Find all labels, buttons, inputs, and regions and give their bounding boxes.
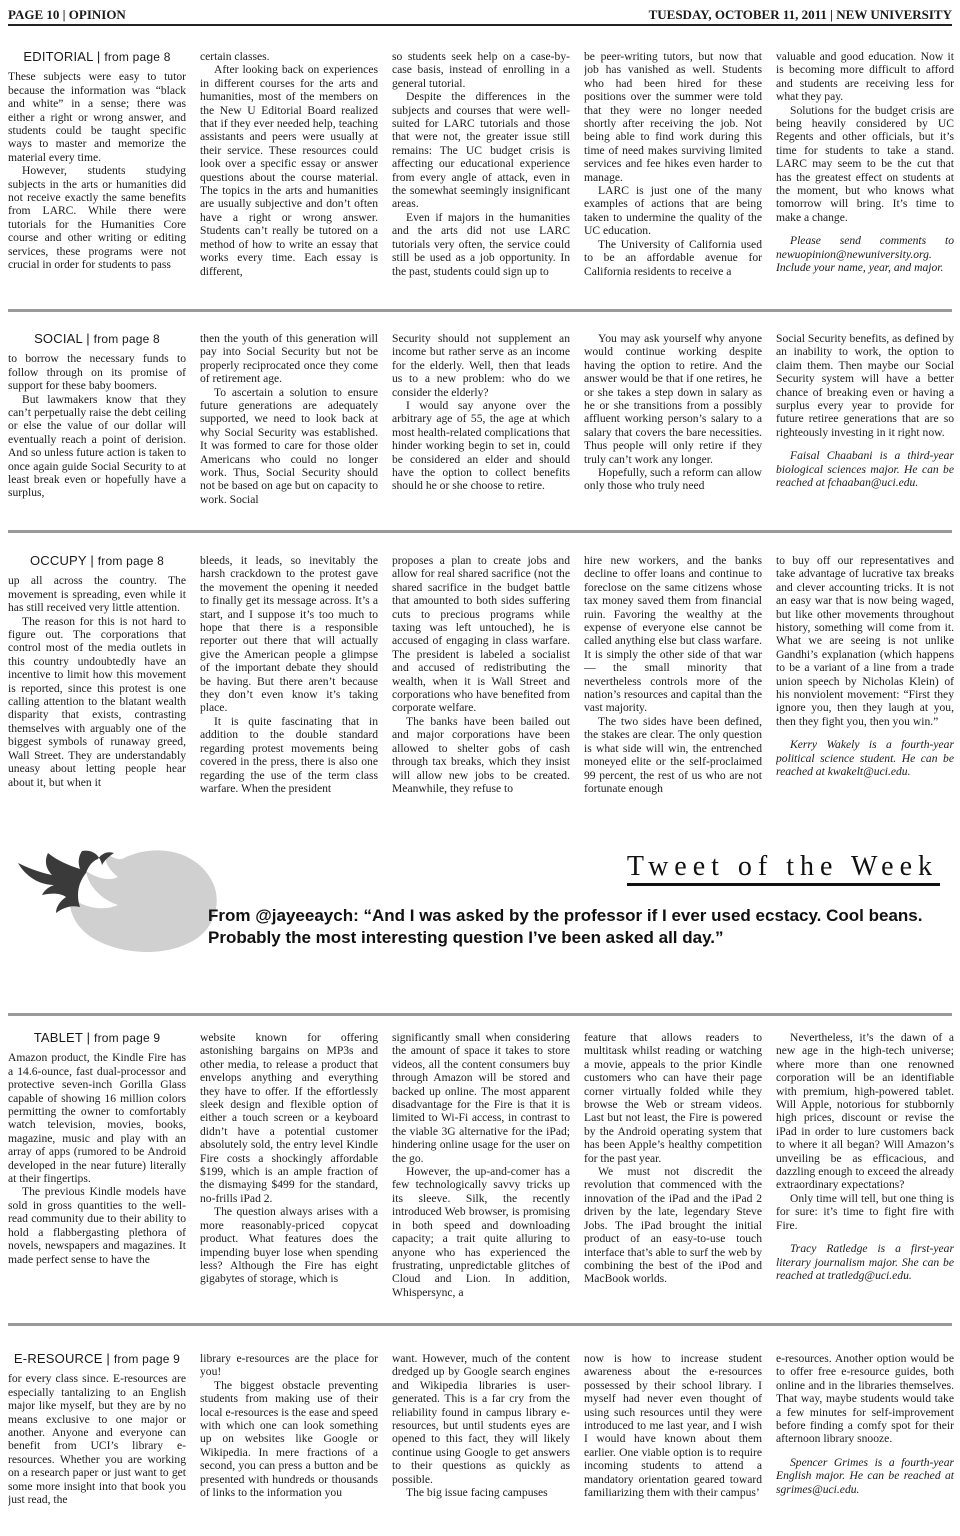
section-divider (8, 1013, 952, 1016)
tablet-col-1 (8, 1031, 186, 1266)
editorial-col-2 (200, 50, 378, 278)
paragraph: The two sides have been defined, the stakes are clear. The only question is what side will win, the entrenched moneyed elite or the self-proclaimed 99 percent, the rest of us who are not fortunate enough (584, 714, 762, 795)
twitter-bird-icon (8, 843, 228, 963)
paragraph: to buy off our representatives and take advantage of lucrative tax breaks and clever accounting tricks. It is not an easy war that is now being waged, but like other movements throughout history, something will come from it. What we are seeing is not unlike Gandhi’s explanation (which happens to be a variant of a line from a trade union speech by Nicholas Klein) of his nonviolent movement: “First they ignore you, then they laugh at you, then they fight you, then you win.” (776, 554, 954, 728)
social-col-4 (584, 332, 762, 493)
paragraph: up all across the country. The movement is spreading, even while it has still received very little attention. (8, 574, 186, 615)
paragraph: After looking back on experiences in different courses for the arts and humanities, most of the members on the New U Editorial Board realized that if they ever needed help, teaching assistants and peers were usually at their service. These resources could look over a specific essay or answer questions about the course material. The topics in the arts and humanities are usually subjective and don’t often have a right or wrong answer. Students can’t really be tutored on a method of how to write an essay that works every time. Each essay is different, (200, 63, 378, 278)
paragraph: Hopefully, such a reform can allow only those who truly need (584, 466, 762, 493)
editorial-col-5 (776, 50, 954, 275)
paragraph: But lawmakers know that they can’t perpetually raise the debt ceiling or else the value of our dollar will eventually reach a point of derision. And so unless future action is taken to once again guide Social Security to at least break even or hopefully have a surplus, (8, 392, 186, 500)
paragraph: Only time will tell, but one thing is for sure: it’s time to fight fire with Fire. (776, 1191, 954, 1232)
paragraph: We must not discredit the revolution that commenced with the innovation of the iPad and the iPad 2 driven by the late, legendary Steve Jobs. The iPad brought the initial product of an easy-to-use touch interface that’s able to surf the web by combining the best of the iPod and MacBook worlds. (584, 1165, 762, 1286)
paragraph: The reason for this is not hard to figure out. The corporations that control most of the media outlets in this country undoubtedly have an incentive to limit how this movement is reported, since this protest is one calling attention to the blatant wealth disparity that exists, contrasting themselves with arguably one of the biggest symbols of runaway greed, Wall Street. They are understandably uneasy about letting people hear about it, but when it (8, 614, 186, 789)
occupy-col-1 (8, 554, 186, 789)
tweet-of-the-week-box (8, 843, 952, 1003)
paragraph: website known for offering astonishing bargains on MP3s and other media, to release a product that envelops anything and everything they have to offer. If the effortlessly sleek design and flexible option of either a touch screen or a keyboard didn’t have a potential customer absolutely sold, the entry level Kindle Fire costs a shockingly affordable $199, which is an ample fraction of the dismaying $499 for the standard, no-frills iPad 2. (200, 1031, 378, 1205)
paragraph: Social Security benefits, as defined by an inability to work, the option to claim them. Then maybe our Social Security system will have a better chance of breaking even or having a surplus every year to provide for future retiree generations that are so righteously investing in it right now. (776, 332, 954, 439)
eresource-col-1 (8, 1352, 186, 1506)
tablet-col-3 (392, 1031, 570, 1299)
page-date-label: TUESDAY, OCTOBER 11, 2011 | NEW UNIVERSITY (648, 7, 952, 22)
eresource-col-5 (776, 1352, 954, 1496)
paragraph: significantly small when considering the amount of space it takes to store videos, all the content consumers buy through Amazon will be stored and backed up online. The most apparent disadvantage for the Fire is that it is limited to Wi-Fi access, in contrast to the viable 3G alternative for the iPad; hindering online usage for the user on the go. (392, 1031, 570, 1165)
paragraph: The University of California used to be an affordable avenue for California residents to receive a (584, 237, 762, 278)
tablet-section (8, 1031, 952, 1303)
paragraph: However, the up-and-comer has a few technologically savvy tricks up its sleeve. Silk, the recently introduced Web browser, is promising in both speed and downloading capacity; a trait quite alluring to anyone who has experienced the frustrating, unpredictable glitches of Cloud and Lion. In addition, Whispersync, a (392, 1165, 570, 1299)
paragraph: be peer-writing tutors, but now that job has vanished as well. Students who had been hired for these positions over the summer were told that they were no longer needed shortly after receiving the job. Not being able to find work during this time of need makes surviving limited services and fee hikes even harder to manage. (584, 50, 762, 184)
author-signature: Please send comments to newuopinion@newuniversity.org. Include your name, year, and major. (776, 234, 954, 275)
paragraph: LARC is just one of the many examples of actions that are being taken to undermine the quality of the UC education. (584, 184, 762, 238)
occupy-col-2 (200, 554, 378, 795)
paragraph: You may ask yourself why anyone would continue working despite having the option to retire. And the answer would be that if one retires, he or she takes a step down in salary as he or she transitions from a possibly affluent working person’s salary to a salary that covers the bare necessities. Thus people will only retire if they truly can’t work any longer. (584, 332, 762, 466)
social-label: SOCIAL | from page 8 (34, 332, 160, 346)
section-divider (8, 1323, 952, 1326)
occupy-section (8, 554, 952, 810)
tablet-col-5 (776, 1031, 954, 1282)
occupy-col-3 (392, 554, 570, 795)
eresource-col-2 (200, 1352, 378, 1499)
paragraph: The banks have been bailed out and major corporations have been allowed to shelter gobs of cash through tax breaks, which they insist will allow new jobs to be created. Meanwhile, they refuse to (392, 714, 570, 795)
paragraph: It is quite fascinating that in addition to the double standard regarding protest movements being covered in the press, there is also one regarding the use of the term class warfare. When the president (200, 714, 378, 795)
paragraph: bleeds, it leads, so inevitably the harsh crackdown to the protest gave the movement the opening it needed to finally get its message across. It’s a start, and I suppose it’s too much to hope that there is a responsible reporter out there that will actually give the American people a glimpse of the important debate they should be having. But there aren’t because they don’t even know it’s taking place. (200, 554, 378, 715)
paragraph: valuable and good education. Now it is becoming more difficult to afford and students are receiving less for what they pay. (776, 50, 954, 104)
section-divider (8, 530, 952, 533)
editorial-section (8, 50, 952, 295)
paragraph: I would say anyone over the arbitrary age of 55, the age at which most health-related complications that hinder working begin to set in, could be considered an elder and should have the option to collect benefits should he or she choose to retire. (392, 399, 570, 493)
paragraph: hire new workers, and the banks decline to offer loans and continue to foreclose on the same citizens whose tax money saved them from financial ruin. Favoring the wealthy at the expense of everyone else cannot be called anything else but class warfare. It is simply the other side of that war — the small minority that nevertheless controls more of the nation’s resources and capital than the vast majority. (584, 554, 762, 715)
occupy-label: OCCUPY | from page 8 (29, 554, 165, 568)
tweet-text: From @jayeeaych: “And I was asked by the professor if I ever used ecstacy. Cool beans. Probably the most interesting question I’ve been asked all day.” (208, 906, 923, 947)
social-col-2 (200, 332, 378, 506)
author-signature: Tracy Ratledge is a first-year literary journalism major. She can be reached at tratledg@uci.edu. (776, 1242, 954, 1282)
editorial-label: EDITORIAL | from page 8 (23, 50, 171, 64)
eresource-col-3 (392, 1352, 570, 1499)
social-col-1 (8, 332, 186, 500)
paragraph: To ascertain a solution to ensure future generations are adequately supported, we need to look back at why Social Security was established. It was formed to care for those older Americans who could no longer work. Thus, Social Security should not be based on age but on capacity to work. Social (200, 385, 378, 506)
page-header (8, 6, 952, 26)
paragraph: so students seek help on a case-by-case basis, instead of enrolling in a general tutorial. (392, 50, 570, 90)
paragraph: Amazon product, the Kindle Fire has a 14.6-ounce, fast dual-processor and protective seven-inch Gorilla Glass capable of showing 16 million colors permitting the owner to comfortably watch television, movies, books, magazine, music and play with an array of apps (rumored to be Android developed in the near future) literally at their fingertips. (8, 1051, 186, 1186)
paragraph: Even if majors in the humanities and the arts did not use LARC tutorials very often, the service could still be used as a job opportunity. In the past, students could sign up to (392, 210, 570, 278)
social-col-5 (776, 332, 954, 489)
paragraph: e-resources. Another option would be to offer free e-resource guides, both online and in the libraries themselves. That way, maybe students would take a few minutes for self-improvement before finding a comfy spot for their afternoon library snooze. (776, 1352, 954, 1446)
editorial-col-1 (8, 50, 186, 272)
tablet-col-2 (200, 1031, 378, 1286)
paragraph: library e-resources are the place for you! (200, 1352, 378, 1379)
editorial-col-3 (392, 50, 570, 278)
section-divider (8, 309, 952, 312)
paragraph: proposes a plan to create jobs and allow for real shared sacrifice (not the shared sacrifice in the budget battle that amounted to both sides suffering cuts to precious programs while taxing was left untouched), he is accused of engaging in class warfare. The president is labeled a socialist and accused of redistributing the wealth, when it is Wall Street and corporations who have benefited from corporate welfare. (392, 554, 570, 715)
paragraph: Solutions for the budget crisis are being heavily considered by UC Regents and other officials, but it’s time for students to take a stand. LARC may seem to be the cut that has the greatest effect on students at the moment, but who knows what tomorrow will bring. It’s time to make a change. (776, 103, 954, 224)
paragraph: Nevertheless, it’s the dawn of a new age in the high-tech universe; where more than one renowned corporation will be an identifiable with premium, high-powered tablet. Will Apple, notorious for stubbornly high prices, discount or revise the iPad in order to lure customers back to where it all began? Will Amazon’s unveiling be as efficacious, and dazzling enough to exceed the already extraordinary expectations? (776, 1031, 954, 1192)
occupy-col-4 (584, 554, 762, 795)
tablet-label: TABLET | from page 9 (33, 1031, 161, 1045)
occupy-col-5 (776, 554, 954, 779)
page-section-label: PAGE 10 | OPINION (8, 7, 126, 22)
paragraph: However, students studying subjects in the arts or humanities did not receive exactly the same benefits from LARC. While there were tutorials for the Humanities Core course and other writing or editing services, these programs were not crucial in order for students to pass (8, 164, 186, 272)
paragraph: The question always arises with a more reasonably-priced copycat product. What features does the impending buyer lose when spending less? Although the Fire has eight gigabytes of storage, which is (200, 1205, 378, 1286)
social-col-3 (392, 332, 570, 493)
social-section (8, 332, 952, 517)
paragraph: feature that allows readers to multitask whilst reading or watching a movie, appeals to the prior Kindle customers who can have their page corner virtually folded while they browse the Web or stream videos. Last but not least, the Fire is powered by the Android operating system that has been Apple’s healthy competition for the past year. (584, 1031, 762, 1165)
tweet-title: Tweet of the Week (627, 851, 940, 886)
paragraph: The biggest obstacle preventing students from making use of their local e-resources is the ease and speed with which one can look something up on websites like Google or Wikipedia. In mere fractions of a second, you can press a button and be presented with hundreds or thousands of links to the information you (200, 1378, 378, 1500)
eresource-section (8, 1352, 952, 1532)
paragraph: The previous Kindle models have sold in gross quantities to the well-read community due to their ability to hold a flabbergasting plethora of novels, newspapers and magazines. It made perfect sense to have the (8, 1185, 186, 1266)
paragraph: to borrow the necessary funds to follow through on its promise of support for these baby boomers. (8, 352, 186, 393)
paragraph: These subjects were easy to tutor because the information was “black and white” in a sense; there was either a right or wrong answer, and students could be taught specific ways to master and memorize the material every time. (8, 70, 186, 164)
eresource-col-4 (584, 1352, 762, 1499)
paragraph: Despite the differences in the subjects and courses that were well-suited for LARC tutorials and those that were not, the greater issue still remains: The UC budget crisis is affecting our educational experience from every angle of attack, even in the somewhat seemingly insignificant areas. (392, 90, 570, 211)
paragraph: The big issue facing campuses (406, 1486, 548, 1500)
paragraph: for every class since. E-resources are especially tantalizing to an English major like myself, but they are by no means exclusive to one major or another. Anyone and everyone can benefit from UCI’s library e-resources. Whether you are working on a research paper or just want to get some more insight into that book you just read, the (8, 1372, 186, 1507)
paragraph: want. However, much of the content dredged up by Google search engines and Wikipedia libraries is user-generated. This is a far cry from the reliability found in campus library e-resources, but until students eyes are opened to this fact, they will likely continue using Google to get answers to their questions as quickly as possible. (392, 1352, 570, 1486)
tablet-col-4 (584, 1031, 762, 1286)
eresource-label: E-RESOURCE | from page 9 (13, 1352, 181, 1366)
editorial-col-4 (584, 50, 762, 278)
author-signature: Kerry Wakely is a fourth-year political science student. He can be reached at kwakelt@uci.edu. (776, 738, 954, 779)
paragraph: then the youth of this generation will pay into Social Security but not be properly reciprocated once they come of retirement age. (200, 332, 378, 386)
paragraph: Security should not supplement an income but rather serve as an income for the elderly. Well, then that leads us to a new problem: who do we consider the elderly? (392, 332, 570, 399)
author-signature: Spencer Grimes is a fourth-year English major. He can be reached at sgrimes@uci.edu. (776, 1455, 954, 1496)
paragraph: certain classes. (200, 50, 270, 63)
paragraph: now is how to increase student awareness about the e-resources possessed by their school library. I myself had never even thought of using such resources until they were introduced to me last year, and I wish I would have known about them earlier. One viable option is to require incoming students to attend a mandatory orientation geared toward familiarizing them with their campus’ (584, 1352, 762, 1500)
author-signature: Faisal Chaabani is a third-year biological sciences major. He can be reached at fchaaban@uci.edu. (776, 449, 954, 490)
